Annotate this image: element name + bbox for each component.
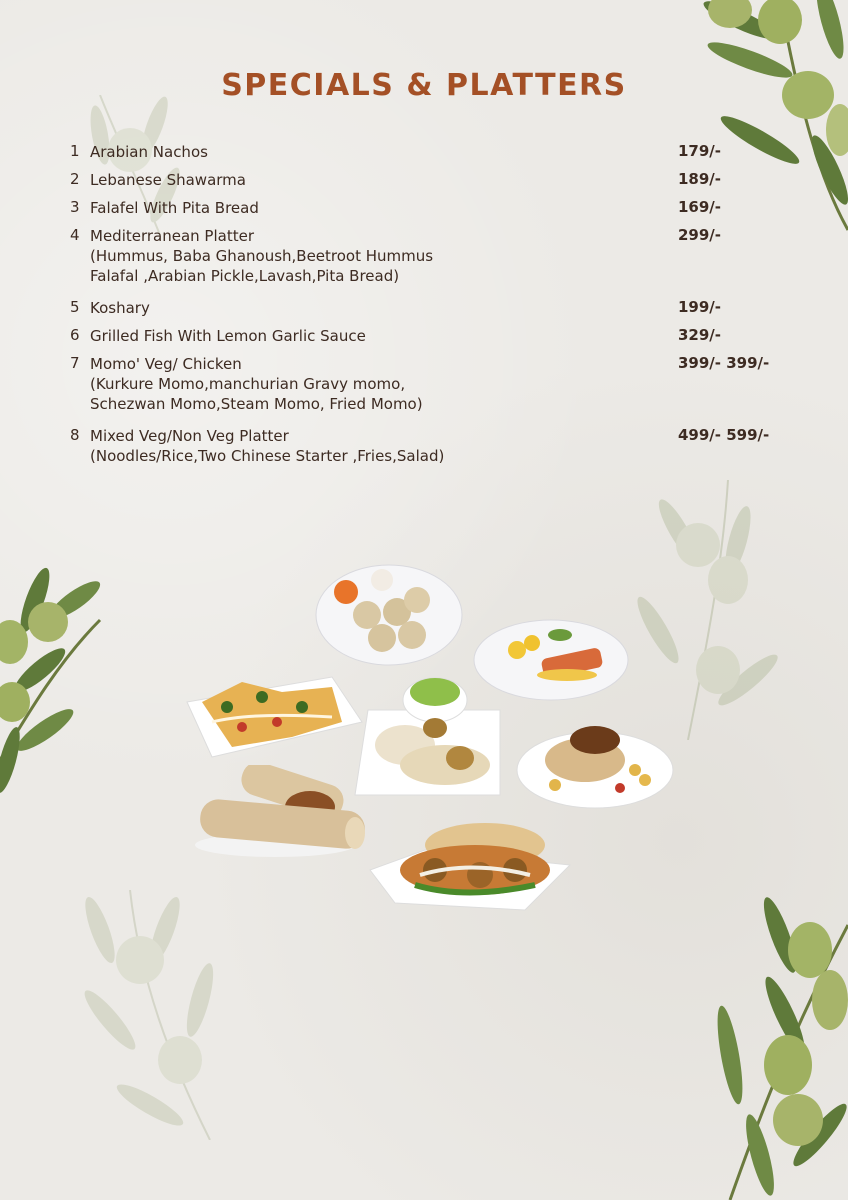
item-number: 6: [70, 326, 80, 344]
menu-item-arabian-nachos: [70, 142, 790, 162]
item-name: Momo' Veg/ Chicken: [90, 355, 242, 373]
olive-branch-left-icon: [0, 560, 110, 800]
item-number: 5: [70, 298, 80, 316]
lebanese-shawarma-image: [195, 765, 370, 860]
item-price: 169/-: [678, 198, 722, 216]
momo-plate-image: [312, 560, 467, 670]
salad-and-wraps-image: [350, 670, 505, 800]
menu-list: [70, 142, 790, 474]
item-price: 189/-: [678, 170, 722, 188]
item-name: Koshary: [90, 299, 150, 317]
faded-olive-branch-bottom-left-icon: [70, 890, 230, 1140]
item-number: 4: [70, 226, 80, 244]
menu-item-momo: [70, 354, 790, 414]
item-description: (Hummus, Baba Ghanoush,Beetroot Hummus Falafal ,Arabian Pickle,Lavash,Pita Bread): [90, 247, 434, 285]
faded-olive-branch-right-icon: [628, 480, 778, 740]
item-number: 8: [70, 426, 80, 444]
item-number: 3: [70, 198, 80, 216]
falafel-pita-image: [365, 815, 575, 915]
item-price: 399/- 399/-: [678, 354, 770, 372]
item-price: 199/-: [678, 298, 722, 316]
item-name: Falafel With Pita Bread: [90, 199, 259, 217]
menu-item-koshary: [70, 298, 790, 318]
page-title: SPECIALS & PLATTERS: [221, 68, 627, 103]
item-number: 1: [70, 142, 80, 160]
arabian-nachos-image: [182, 662, 367, 767]
item-price: 299/-: [678, 226, 722, 244]
olive-branch-bottom-right-icon: [700, 895, 848, 1200]
menu-item-mediterranean-platter: [70, 226, 790, 286]
item-description: (Kurkure Momo,manchurian Gravy momo, Schezwan Momo,Steam Momo, Fried Momo): [90, 375, 423, 413]
item-name: Grilled Fish With Lemon Garlic Sauce: [90, 327, 366, 345]
item-price: 179/-: [678, 142, 722, 160]
item-name: Mediterranean Platter: [90, 227, 254, 245]
item-name: Mixed Veg/Non Veg Platter: [90, 427, 289, 445]
item-name: Arabian Nachos: [90, 143, 208, 161]
item-number: 2: [70, 170, 80, 188]
menu-item-lebanese-shawarma: [70, 170, 790, 190]
item-name: Lebanese Shawarma: [90, 171, 246, 189]
menu-item-falafel-pita: [70, 198, 790, 218]
item-price: 499/- 599/-: [678, 426, 770, 444]
koshary-bowl-image: [515, 710, 675, 810]
menu-item-grilled-fish: [70, 326, 790, 346]
item-price: 329/-: [678, 326, 722, 344]
item-number: 7: [70, 354, 80, 372]
item-description: (Noodles/Rice,Two Chinese Starter ,Fries,Salad): [90, 447, 445, 465]
menu-item-mixed-platter: [70, 426, 790, 466]
